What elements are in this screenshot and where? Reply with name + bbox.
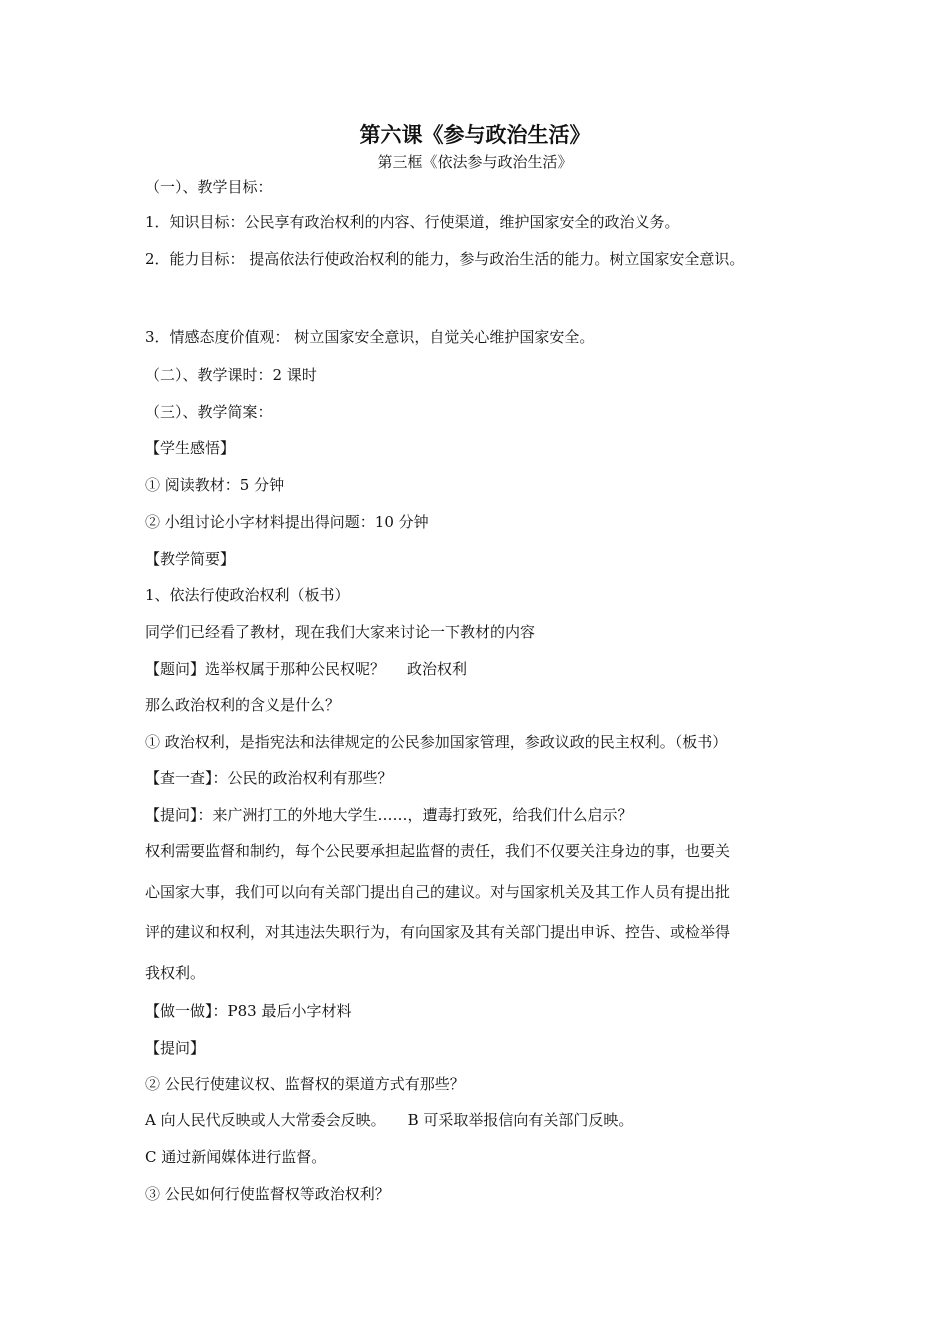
- question-heading: 【提问】: [145, 1039, 206, 1057]
- channel-b: B 可采取举报信向有关部门反映。: [407, 1111, 634, 1129]
- attitude-goal: 3．情感态度价值观： 树立国家安全意识，自觉关心维护国家安全。: [145, 328, 595, 346]
- question-answer: 政治权利: [407, 660, 468, 678]
- ability-goal: 2．能力目标： 提高依法行使政治权利的能力，参与政治生活的能力。树立国家安全意识。: [145, 250, 745, 268]
- lesson-subtitle: 第三框《依法参与政治生活》: [377, 153, 573, 171]
- question-text: 【题问】选举权属于那种公民权呢？: [145, 660, 386, 678]
- case-question: 【提问】：来广洲打工的外地大学生……，遭毒打致死，给我们什么启示？: [145, 806, 633, 824]
- section-goals-heading: （一）、教学目标：: [145, 178, 273, 196]
- definition-question: 那么政治权利的含义是什么？: [145, 696, 341, 714]
- rights-heading: 1、依法行使政治权利（板书）: [145, 586, 350, 604]
- paragraph-line-2: 心国家大事，我们可以向有关部门提出自己的建议。对与国家机关及其工作人员有提出批: [145, 883, 731, 901]
- question-line: [145, 658, 835, 680]
- intro-paragraph: 同学们已经看了教材，现在我们大家来讨论一下教材的内容: [145, 623, 536, 641]
- activity-item: 【做一做】：P83 最后小字材料: [145, 1002, 352, 1020]
- channels-ab: [145, 1109, 835, 1131]
- knowledge-goal: 1．知识目标：公民享有政治权利的内容、行使渠道，维护国家安全的政治义务。: [145, 213, 680, 231]
- check-item: 【查一查】：公民的政治权利有那些？: [145, 769, 393, 787]
- paragraph-line-4: 我权利。: [145, 964, 206, 982]
- section-plan-heading: （三）、教学简案：: [145, 403, 273, 421]
- student-insight-heading: 【学生感悟】: [145, 439, 236, 457]
- discussion-item: ② 小组讨论小字材料提出得问题：10 分钟: [145, 513, 429, 531]
- paragraph-line-3: 评的建议和权利，对其违法失职行为，有向国家及其有关部门提出申诉、控告、或检举得: [145, 923, 731, 941]
- exercise-question: ③ 公民如何行使监督权等政治权利？: [145, 1185, 390, 1203]
- lesson-title: 第六课《参与政治生活》: [359, 122, 591, 147]
- channels-question: ② 公民行使建议权、监督权的渠道方式有那些？: [145, 1075, 465, 1093]
- definition-answer: ① 政治权利，是指宪法和法律规定的公民参加国家管理，参政议政的民主权利。（板书）: [145, 733, 728, 751]
- teaching-summary-heading: 【教学简要】: [145, 550, 236, 568]
- channel-c: C 通过新闻媒体进行监督。: [145, 1148, 327, 1166]
- channel-a: A 向人民代反映或人大常委会反映。: [145, 1111, 386, 1129]
- paragraph-line-1: 权利需要监督和制约，每个公民要承担起监督的责任，我们不仅要关注身边的事，也要关: [145, 842, 731, 860]
- section-hours: （二）、教学课时：2 课时: [145, 366, 317, 384]
- reading-item: ① 阅读教材：5 分钟: [145, 476, 285, 494]
